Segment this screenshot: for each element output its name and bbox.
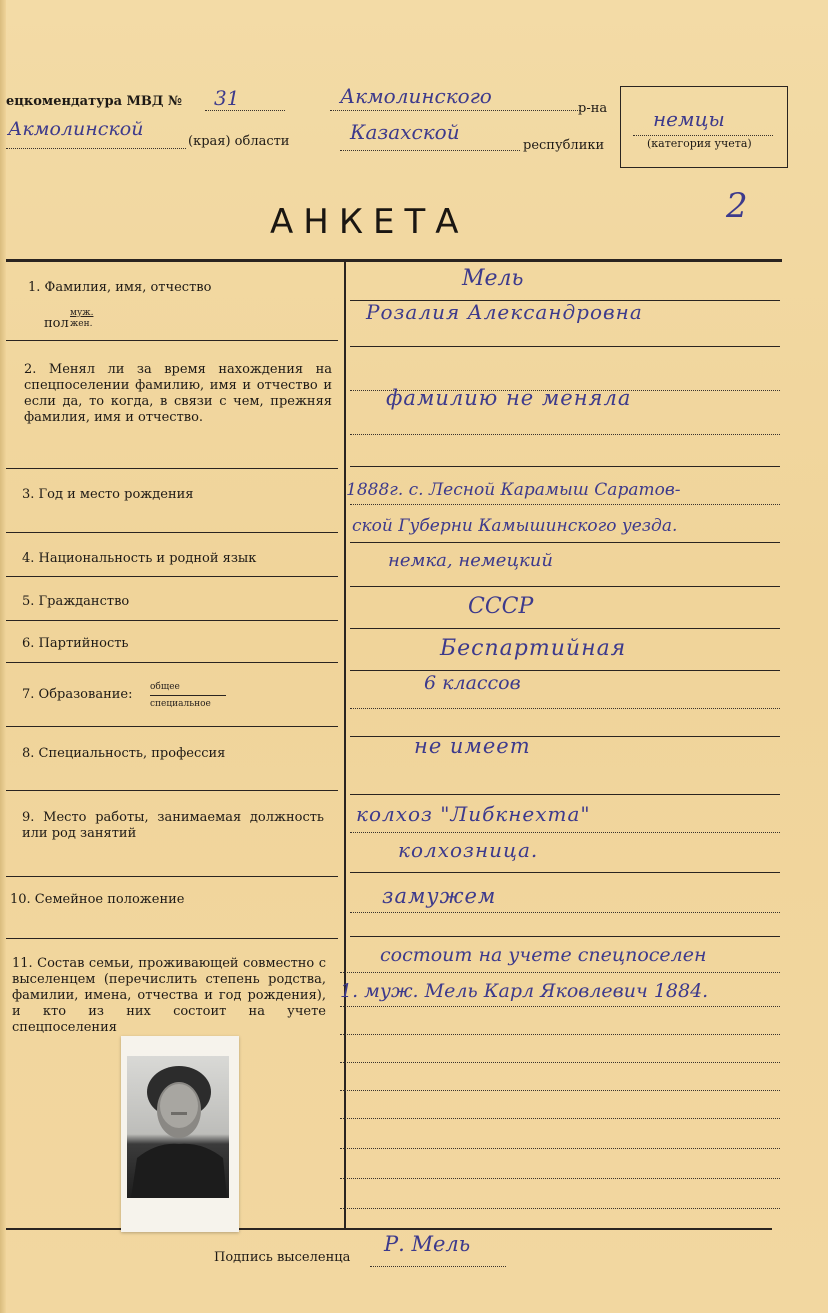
- answer-dotted-line: [350, 708, 780, 709]
- page-number: 2: [726, 186, 748, 226]
- document-title: АНКЕТА: [270, 202, 469, 242]
- question-8-label: 8. Специальность, профессия: [22, 746, 226, 761]
- answer-1-name: Розалия Александровна: [366, 300, 643, 324]
- answer-9-line-2: колхозница.: [398, 838, 539, 862]
- portrait-image: [127, 1056, 229, 1198]
- answer-6: Беспартийная: [440, 636, 627, 661]
- answer-8: не имеет: [414, 734, 531, 758]
- sex-option-male: муж.: [70, 308, 94, 318]
- left-rule: [6, 620, 338, 621]
- education-special: специальное: [150, 699, 211, 709]
- answer-9-line-1: колхоз "Либкнехта": [356, 802, 591, 826]
- answer-3-line-1: 1888г. с. Лесной Карамыш Саратов-: [346, 480, 681, 500]
- answer-dotted-line: [350, 832, 780, 833]
- oblast-value: Акмолинской: [8, 118, 144, 140]
- answer-dotted-line: [350, 504, 780, 505]
- raion-value: Акмолинского: [340, 84, 492, 108]
- right-rule: [350, 466, 780, 467]
- signature-underline: [370, 1266, 506, 1267]
- right-rule: [350, 628, 780, 629]
- answer-dotted-line: [340, 1034, 780, 1035]
- komendatura-label: ецкомендатура МВД №: [6, 94, 183, 109]
- answer-dotted-line: [350, 434, 780, 435]
- right-rule: [350, 346, 780, 347]
- portrait-figure: [127, 1056, 229, 1198]
- raion-underline: [330, 110, 580, 111]
- question-2-label: 2. Менял ли за время нахождения на спецпоселении фамилию, имя и отчество и если да, то когда, в связи с чем, прежняя фамилия, имя и отчество.: [24, 362, 332, 425]
- komendatura-underline: [205, 110, 285, 111]
- table-top-rule: [6, 259, 782, 262]
- table-divider: [344, 260, 346, 1228]
- answer-3-line-2: ской Губерни Камышинского уезда.: [352, 516, 678, 536]
- education-options: [150, 682, 226, 710]
- category-underline: [633, 135, 773, 136]
- oblast-underline: [6, 148, 186, 149]
- left-rule: [6, 468, 338, 469]
- answer-dotted-line: [340, 1208, 780, 1209]
- answer-11-line-1: состоит на учете спецпоселен: [380, 944, 707, 966]
- left-rule: [6, 790, 338, 791]
- signature-value: Р. Мель: [384, 1232, 471, 1256]
- sex-option-female: жен.: [70, 319, 93, 329]
- answer-dotted-line: [340, 1006, 780, 1007]
- answer-7: 6 классов: [424, 672, 521, 694]
- answer-2: фамилию не меняла: [386, 386, 632, 410]
- answer-dotted-line: [340, 1118, 780, 1119]
- komendatura-number: 31: [214, 86, 240, 110]
- left-rule: [6, 340, 338, 341]
- raion-label: р-на: [578, 101, 608, 116]
- question-5-label: 5. Гражданство: [22, 594, 130, 609]
- answer-5: СССР: [468, 594, 534, 619]
- category-value: немцы: [653, 107, 725, 131]
- answer-dotted-line: [350, 912, 780, 913]
- question-6-label: 6. Партийность: [22, 636, 129, 651]
- left-rule: [6, 532, 338, 533]
- answer-dotted-line: [340, 972, 780, 973]
- answer-1-surname: Мель: [462, 266, 524, 291]
- right-rule: [350, 872, 780, 873]
- right-rule: [350, 794, 780, 795]
- question-9-label: 9. Место работы, занимаемая должность или род занятий: [22, 810, 324, 841]
- answer-4: немка, немецкий: [388, 550, 553, 571]
- category-box: [620, 86, 788, 168]
- answer-dotted-line: [340, 1062, 780, 1063]
- left-rule: [6, 662, 338, 663]
- category-label: (категория учета): [647, 137, 752, 150]
- question-10-label: 10. Семейное положение: [10, 892, 185, 907]
- answer-dotted-line: [340, 1148, 780, 1149]
- education-general: общее: [150, 682, 226, 696]
- right-rule: [350, 670, 780, 671]
- left-rule: [6, 876, 338, 877]
- left-rule: [6, 576, 338, 577]
- right-rule: [350, 586, 780, 587]
- answer-10: замужем: [382, 884, 497, 908]
- left-rule: [6, 938, 338, 939]
- republic-value: Казахской: [350, 120, 460, 144]
- republic-underline: [340, 150, 520, 151]
- question-11-label: 11. Состав семьи, проживающей совместно с выселенцем (перечислить степень родства, фамилии, имена, отчества и год рождения), и кто из них состоит на учете спецпоселения: [12, 956, 326, 1035]
- question-3-label: 3. Год и место рождения: [22, 487, 194, 502]
- republic-label: республики: [523, 138, 605, 153]
- sex-label: пол: [44, 316, 69, 331]
- question-7-label: 7. Образование:: [22, 687, 133, 702]
- answer-dotted-line: [340, 1090, 780, 1091]
- answer-dotted-line: [340, 1178, 780, 1179]
- right-rule: [350, 936, 780, 937]
- right-rule: [350, 542, 780, 543]
- signature-label: Подпись выселенца: [214, 1250, 351, 1265]
- oblast-label: (края) области: [188, 134, 290, 149]
- page-edge: [0, 0, 6, 1313]
- question-4-label: 4. Национальность и родной язык: [22, 551, 257, 566]
- answer-11-line-2: 1. муж. Мель Карл Яковлевич 1884.: [340, 980, 709, 1002]
- left-rule: [6, 726, 338, 727]
- question-1-label: 1. Фамилия, имя, отчество: [28, 280, 212, 295]
- sex-options: [70, 308, 93, 330]
- portrait-photo: [121, 1036, 239, 1232]
